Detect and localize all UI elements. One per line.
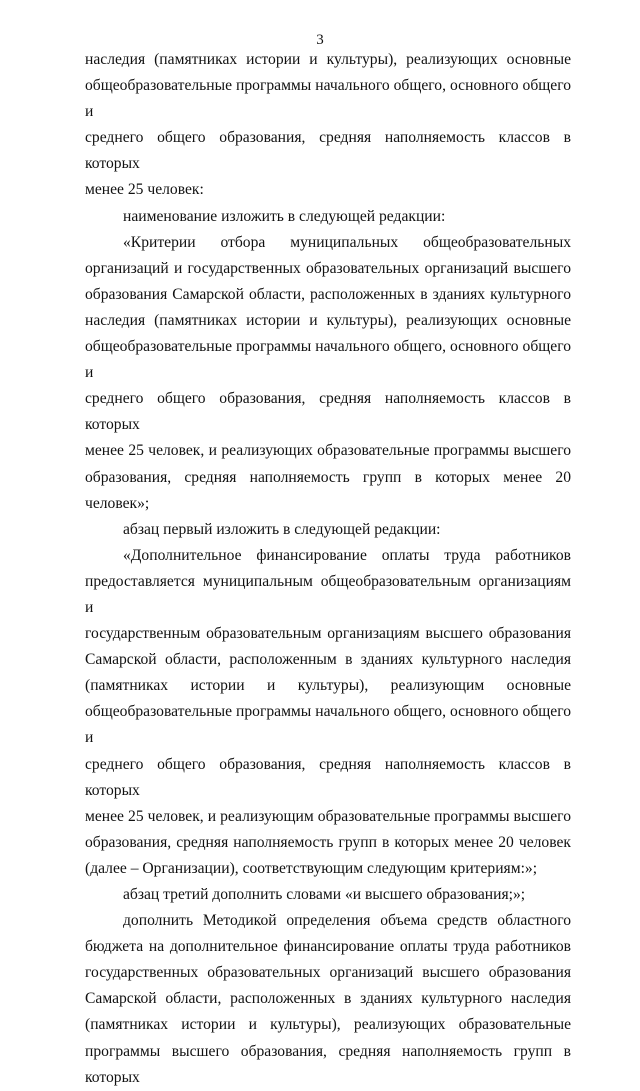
text-line: организаций и государственных образовательных организаций высшего bbox=[85, 259, 571, 277]
text-line: образования, средняя наполняемость групп в которых менее 20 человек bbox=[85, 833, 571, 851]
paragraph-2 bbox=[85, 204, 571, 230]
text-line: (памятниках истории и культуры), реализующим основные bbox=[85, 677, 571, 695]
text-line: наименование изложить в следующей редакции: bbox=[123, 207, 446, 225]
text-line: «Дополнительное финансирование оплаты труда работников bbox=[123, 546, 571, 564]
text-line: «Критерии отбора муниципальных общеобразовательных bbox=[123, 233, 571, 251]
text-line: наследия (памятниках истории и культуры), реализующих основные bbox=[85, 51, 571, 68]
text-line: общеобразовательные программы начального общего, основного общего и bbox=[85, 703, 571, 747]
text-line: среднего общего образования, средняя наполняемость классов в которых bbox=[85, 390, 571, 434]
paragraph-5 bbox=[85, 543, 571, 882]
text-line: абзац первый изложить в следующей редакции: bbox=[123, 520, 441, 538]
text-line: менее 25 человек, и реализующим образовательные программы высшего bbox=[85, 807, 571, 825]
text-line: абзац третий дополнить словами «и высшего образования;»; bbox=[123, 886, 526, 903]
text-line: наследия (памятниках истории и культуры), реализующих основные bbox=[85, 311, 571, 329]
text-line: предоставляется муниципальным общеобразовательным организациям и bbox=[85, 572, 571, 616]
text-line: образования Самарской области, расположенных в зданиях культурного bbox=[85, 285, 571, 303]
text-line: бюджета на дополнительное финансирование оплаты труда работников bbox=[85, 938, 571, 956]
body-text bbox=[85, 47, 571, 1091]
text-line: программы высшего образования, средняя наполняемость групп в которых bbox=[85, 1042, 571, 1086]
text-line: (далее – Организации), соответствующим следующим критериям:»; bbox=[85, 859, 538, 877]
text-line: менее 25 человек: bbox=[85, 181, 204, 199]
text-line: среднего общего образования, средняя наполняемость классов в которых bbox=[85, 129, 571, 173]
text-line: государственным образовательным организациям высшего образования bbox=[85, 625, 571, 643]
text-line: менее 25 человек, и реализующих образовательные программы высшего bbox=[85, 442, 571, 460]
paragraph-4 bbox=[85, 517, 571, 543]
text-line: общеобразовательные программы начального общего, основного общего и bbox=[85, 77, 571, 121]
text-line: образования, средняя наполняемость групп в которых менее 20 человек»; bbox=[85, 468, 571, 512]
text-line: Самарской области, расположенных в зданиях культурного наследия bbox=[85, 990, 571, 1008]
paragraph-1 bbox=[85, 47, 571, 204]
page-number: 3 bbox=[316, 32, 324, 48]
paragraph-6 bbox=[85, 882, 571, 908]
text-line: государственных образовательных организаций высшего образования bbox=[85, 964, 571, 982]
text-line: (памятниках истории и культуры), реализующих образовательные bbox=[85, 1016, 571, 1034]
text-line: общеобразовательные программы начального общего, основного общего и bbox=[85, 338, 571, 382]
paragraph-7 bbox=[85, 908, 571, 1091]
text-line: Самарской области, расположенным в зданиях культурного наследия bbox=[85, 651, 571, 669]
paragraph-3 bbox=[85, 230, 571, 517]
text-line: среднего общего образования, средняя наполняемость классов в которых bbox=[85, 755, 571, 799]
text-line: дополнить Методикой определения объема средств областного bbox=[123, 912, 571, 930]
